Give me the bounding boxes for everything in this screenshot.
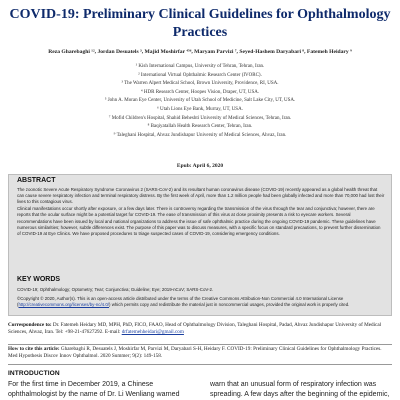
affiliation-item: ² International Virtual Ophthalmic Research Center (IVORC). xyxy=(138,72,262,78)
title-line-2: Practices xyxy=(172,25,228,40)
epub-date: Epub: April 6, 2020 xyxy=(176,163,224,169)
abstract-box xyxy=(8,174,392,316)
copyright-text: ©Copyright © 2020, Author(s). This is an open-access article distributed under the terms of the Creative Commons Attribution-Non Commercial 4.0 International License ( xyxy=(17,296,344,307)
intro-line: warn that an unusual form of respiratory infection was xyxy=(210,381,377,388)
intro-line: ophthalmologist by the name of Dr. Li Wenliang warned xyxy=(8,391,180,398)
intro-line: spreading. A few days after the beginning of the epidemic, xyxy=(210,391,390,398)
citation-text: Gharebaghi R, Desuatels J, Moshirfar M, Parvizi M, Daryabari S-H, Heidary F. COVID-19: Preliminary Clinical Guidelines for Ophthalmology Practices. Med Hypothesis Discov Innov Ophthalmol. 2020 Summer; 9(2): 149-158. xyxy=(8,346,382,360)
affiliation-item: ⁸ Baqiyatallah Health Research Center, Tehran, Iran. xyxy=(147,124,253,130)
introduction-heading: INTRODUCTION xyxy=(8,370,60,377)
email-link[interactable]: drfatemehheidari@gmail.com xyxy=(121,329,184,336)
affiliation-item: ³ The Warren Alpert Medical School, Brown University, Providence, RI, USA. xyxy=(121,81,279,87)
correspondence-text: Dr. Fatemeh Heidary MD, MPH, PhD, FICO, FAAO, Head of Ophthalmology Division, Taleghani Hospital, Padad, Ahvaz Jundishapur University of Medical Sciences, Ahvaz, Iran. Tel: +98-21-47627292. E-mail: xyxy=(8,322,382,336)
divider xyxy=(8,364,392,365)
license-link[interactable]: http://creativecommons.org/licenses/by-nc/4.0/ xyxy=(18,301,110,307)
intro-left-column xyxy=(8,380,190,400)
abstract-body xyxy=(17,187,385,238)
copyright-notice xyxy=(17,296,385,308)
keywords-heading: KEY WORDS xyxy=(17,276,61,283)
affiliation-list xyxy=(8,63,392,140)
paper-title xyxy=(0,6,400,42)
abstract-heading: ABSTRACT xyxy=(17,177,56,184)
affiliation-item: ⁶ Utah Lions Eye Bank, Murray, UT, USA. xyxy=(157,106,243,112)
affiliation-item: ¹ Kish International Campus, University of Tehran, Tehran, Iran. xyxy=(135,64,265,69)
keywords-text: COVID-19; Ophthalmology; Optometry; Tear; Conjunctiva; Guideline; Eye; 2019-nCoV; SARS-CoV-2. xyxy=(17,287,214,292)
correspondence-block xyxy=(8,322,392,337)
affiliation-item: ⁵ John A. Moran Eye Center, University of Utah School of Medicine, Salt Lake City, UT, USA. xyxy=(104,98,296,104)
title-line-1: COVID-19: Preliminary Clinical Guidelines for Ophthalmology xyxy=(9,7,391,22)
author-list: Reza Gharebaghi ¹², Jordan Desuatels ³, Majid Moshirfar ⁴⁵⁶, Maryam Parvizi ⁷, Seyed-Hashem Daryabari ⁸, Fatemeh Heidary ⁹ xyxy=(48,49,352,55)
abstract-paragraph: The zoonotic Severe Acute Respiratory Syndrome Coronavirus 2 (SARS-CoV-2) and its resultant human coronavirus disease (COVID-19) recently appeared as a global health threat that can cause severe respiratory infection and terminal respiratory distress. By the first week of April, more than 1.2 million people had been globally infected and more than 70,000 had lost their lives to this contagious virus. xyxy=(17,187,385,205)
citation-label: How to cite this article: xyxy=(8,346,60,352)
affiliation-item: ⁹ Taleghani Hospital, Ahvaz Jundishapur University of Medical Sciences, Ahvaz, Iran. xyxy=(113,132,287,138)
intro-line: For the first time in December 2019, a Chinese xyxy=(8,381,154,388)
copyright-text-2: ) which permits copy and redistribute the material just in noncommercial usages, provided the original work is properly cited. xyxy=(109,301,350,307)
affiliation-item: ⁷ Mofid Children's Hospital, Shahid Beheshti University of Medical Sciences, Tehran, Iran. xyxy=(108,115,292,121)
divider xyxy=(8,344,392,345)
intro-right-column xyxy=(210,380,392,400)
affiliation-item: ⁴ HDR Research Center, Hoopes Vision, Draper, UT, USA. xyxy=(140,89,260,95)
correspondence-label: Correspondence to: xyxy=(8,322,52,328)
abstract-paragraph: Clinical manifestations occur shortly after exposure, or a few days later. There is controversy regarding the transmission of the virus through the tear and conjunctiva; however, there are reports that the ocular surface might be a potential target for COVID-19. The ease of transmission of this virus at close proximity presents a risk to eyecare workers. Several recommendations have been issued by local and national organizations to address the issue of safe ophthalmic practice during the ongoing COVID-19 pandemic. These guidelines have numerous similarities; however, subtle differences exist. The purpose of this paper was to discuss measures, with a specific focus on standard precautions, to prevent further dissemination of COVID-19 at Eye Clinics. We have proposed procedures to triage suspected cases of COVID-19, considering emergency conditions. xyxy=(17,206,381,236)
citation-block xyxy=(8,346,392,361)
